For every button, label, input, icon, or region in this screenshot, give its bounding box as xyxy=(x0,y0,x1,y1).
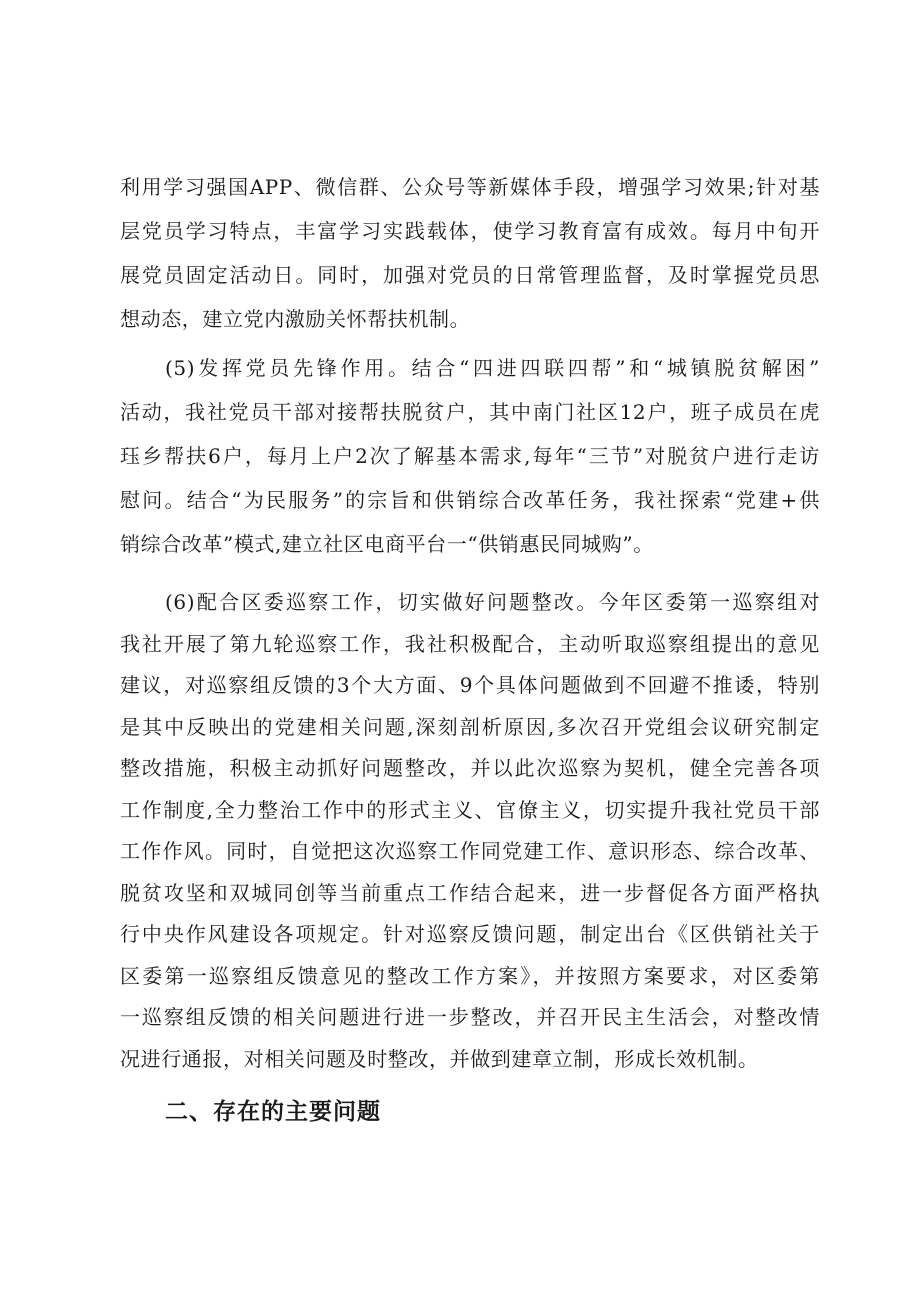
text-line: (5)发挥党员先锋作用。结合“四进四联四帮”和“城镇脱贫解困” xyxy=(165,356,820,380)
section-heading: 二、存在的主要问题 xyxy=(165,1099,381,1125)
text-line: 建议，对巡察组反馈的3个大方面、9个具体问题做到不回避不推诿，特别 xyxy=(120,673,820,697)
text-line: 层党员学习特点，丰富学习实践载体，使学习教育富有成效。每月中旬开 xyxy=(120,219,820,243)
text-line: 销综合改革”模式,建立社区电商平台一“供销惠民同城购”。 xyxy=(120,532,654,556)
text-line: 珏乡帮扶6户，每月上户2次了解基本需求,每年“三节”对脱贫户进行走访 xyxy=(120,444,820,468)
text-line: 况进行通报，对相关问题及时整改，并做到建章立制，形成长效机制。 xyxy=(120,1047,759,1071)
text-line: 展党员固定活动日。同时，加强对党员的日常管理监督，及时掌握党员思 xyxy=(120,263,820,287)
text-line: 是其中反映出的党建相关问题,深刻剖析原因,多次召开党组会议研究制定 xyxy=(120,715,820,739)
text-line: 脱贫攻坚和双城同创等当前重点工作结合起来，进一步督促各方面严格执 xyxy=(120,881,820,905)
text-line: 想动态，建立党内激励关怀帮扶机制。 xyxy=(120,307,471,331)
text-line: 区委第一巡察组反馈意见的整改工作方案》，并按照方案要求，对区委第 xyxy=(120,964,820,988)
text-line: 整改措施，积极主动抓好问题整改，并以此次巡察为契机，健全完善各项 xyxy=(120,756,820,780)
text-line: 行中央作风建设各项规定。针对巡察反馈问题，制定出台《区供销社关于 xyxy=(120,922,820,946)
text-line: 活动，我社党员干部对接帮扶脱贫户，其中南门社区12户，班子成员在虎 xyxy=(120,400,820,424)
text-line: (6)配合区委巡察工作，切实做好问题整改。今年区委第一巡察组对 xyxy=(165,590,820,614)
text-line: 慰问。结合“为民服务”的宗旨和供销综合改革任务，我社探索“党建+供 xyxy=(120,488,820,512)
text-line: 我社开展了第九轮巡察工作，我社积极配合，主动听取巡察组提出的意见 xyxy=(120,632,820,656)
text-line: 一巡察组反馈的相关问题进行进一步整改，并召开民主生活会，对整改情 xyxy=(120,1005,820,1029)
text-line: 工作制度,全力整治工作中的形式主义、官僚主义，切实提升我社党员干部 xyxy=(120,798,820,822)
text-line: 利用学习强国APP、微信群、公众号等新媒体手段，增强学习效果;针对基 xyxy=(120,175,820,199)
text-line: 工作作风。同时，自觉把这次巡察工作同党建工作、意识形态、综合改革、 xyxy=(120,839,820,863)
